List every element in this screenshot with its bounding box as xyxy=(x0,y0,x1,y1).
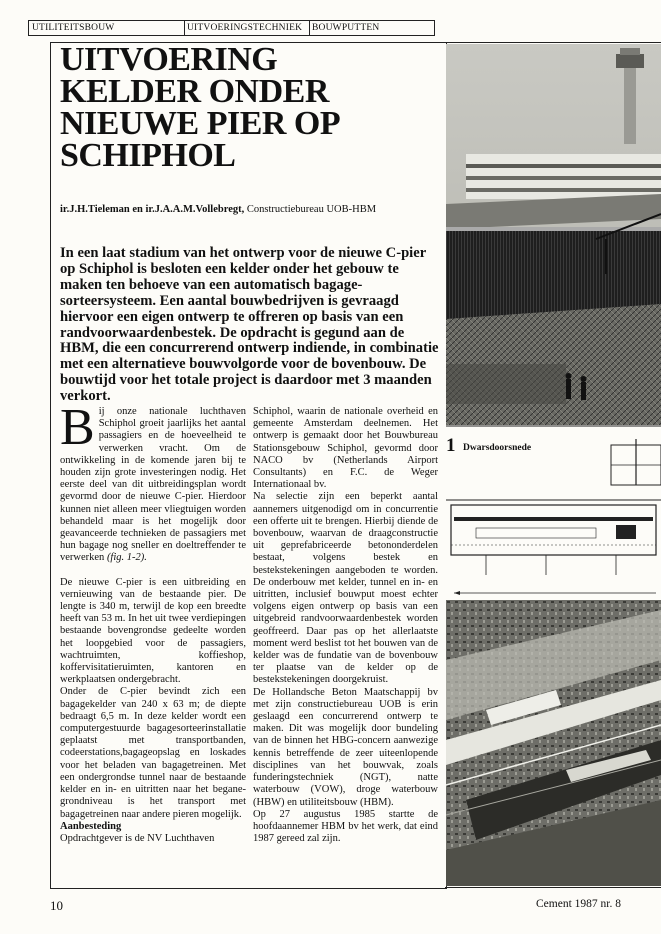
author-affiliation: Constructiebureau UOB-HBM xyxy=(244,204,377,215)
construction-photo xyxy=(446,44,661,427)
section-label-2: UITVOERINGSTECHNIEK xyxy=(184,21,302,35)
subheading: Aanbesteding xyxy=(60,820,122,832)
author-names: ir.J.H.Tieleman en ir.J.A.A.M.Vollebregt, xyxy=(60,204,245,215)
body-column-1 xyxy=(60,399,246,845)
figure-number: 1 xyxy=(446,435,456,456)
byline xyxy=(60,203,440,217)
figure-caption-text: Dwarsdoorsnede xyxy=(463,443,532,453)
paragraph: Onder de C-pier bevindt zich een bagagekelder van 240 x 63 m; de diepte bedraagt 6,5 m. In deze kelder wordt een computergestuurde bagagesorteerinstallatie geplaatst met transportbanden, codeerstations,bagageopslag en loskades voor het beladen van bagagetreinen. Met een ondergrondse tunnel naar de bestaande kelder en in- en uitritten naar het begane-grondniveau is het transport met bagagetreinen naar andere pieren mogelijk. xyxy=(60,686,246,820)
page-number: 10 xyxy=(50,898,63,913)
paragraph: Na selectie zijn een beperkt aantal aannemers uitgenodigd om in concurrentie een offerte uit te brengen. Hierbij diende de bovenbouw, waarvan de draagconstructie uit geprefabriceerde betononderdelen bestaat, volgens bestek en bestekstekeningen aangeboden te worden. De onderbouw met kelder, tunnel en in- en uitritten, inclusief bouwput moest echter volgens eigen ontwerp op basis van een uitgebreid randvoorwaardenbestek worden geoffreerd. Daar pas op het allerlaatste moment werd beslist tot het bouwen van de kelder was de fundatie van de bovenbouw ter plaatse van de kelder op de bestekstekeningen doorgekruist. xyxy=(253,491,438,686)
section-label-1: UTILITEITSBOUW xyxy=(32,23,115,33)
aerial-photo-image xyxy=(446,600,661,886)
paragraph: Schiphol, waarin de nationale overheid en gemeente Amsterdam deelnemen. Het ontwerp is gemaakt door het Bouwbureau Stationsgebouw Schiphol, gevormd door NACO bv (Netherlands Airport Consultants) en F.C. de Weger Internationaal bv. xyxy=(253,406,438,491)
figure-caption xyxy=(446,437,656,457)
figure-reference: (fig. 1-2). xyxy=(106,552,147,564)
title-line-2: KELDER ONDER xyxy=(60,73,329,110)
title-line-1: UITVOERING xyxy=(60,41,278,78)
title-line-3: NIEUWE PIER OP xyxy=(60,105,341,142)
body-column-2 xyxy=(253,406,438,845)
section-label-3: BOUWPUTTEN xyxy=(309,21,379,35)
lead-paragraph: In een laat stadium van het ontwerp voor de nieuwe C-pier op Schiphol is besloten een kelder onder het gebouw te maken ten behoeve van een automatisch bagage-sorteersysteem. Een aantal bouwbedrijven is gevraagd hiervoor een eigen ontwerp te offreren op basis van een randvoorwaardenbestek. De opdracht is gegund aan de HBM, die een concurrerend ontwerp indiende, in combinatie met een alternatieve bouwvolgorde voor de bovenbouw. De bouwtijd voor het totale project is daardoor met 3 maanden verkort. xyxy=(60,245,439,405)
paragraph: Op 27 augustus 1985 startte de hoofdaannemer HBM bv het werk, dat eind 1987 gereed zal zijn. xyxy=(253,808,438,845)
paragraph: De Hollandsche Beton Maatschappij bv met zijn constructiebureau UOB is erin geslaagd een concurrerend ontwerp te maken. Dit was mogelijk door bundeling van de binnen het HBG-concern aanwezige kennis betreffende de zeer uiteenlopende disciplines van het bouwvak, zoals funderingstechniek (NGT), natte waterbouw (VOW), droge waterbouw (HBW) en utiliteitsbouw (HBM). xyxy=(253,686,438,808)
journal-citation: Cement 1987 nr. 8 xyxy=(536,898,621,910)
paragraph: Opdrachtgever is de NV Luchthaven xyxy=(60,832,215,844)
construction-photo-image xyxy=(446,44,661,427)
paragraph: De nieuwe C-pier is een uitbreiding en vernieuwing van de bestaande pier. De lengte is 340 m, terwijl de kop een breedte heeft van 53 m. In het uit twee verdiepingen bestaande bovengrondse gedeelte worden het loopgebied voor de passagiers, wachtruimten, koffieshop, koffervisitatieruimten, kantoren en werkplaatsen ondergebracht. xyxy=(60,576,246,686)
title-line-4: SCHIPHOL xyxy=(60,137,236,174)
drop-cap: B xyxy=(60,399,95,456)
paragraph xyxy=(60,399,246,565)
article-title xyxy=(60,41,435,174)
frame-bottom-rule xyxy=(445,887,661,888)
aerial-photo xyxy=(446,600,661,886)
section-header-bar xyxy=(28,20,435,36)
frame-top-rule xyxy=(445,42,661,43)
paragraph-text: ij onze nationale luchthaven Schiphol groeit jaarlijks het aantal passagiers en de hoeveelheid te verwerken vracht. Om de ontwikkeling in de komende jaren bij te houden zijn grote investeringen nodig. Het eerste deel van dit uitbreidingsplan wordt gevormd door de nieuwe C-pier. Hierdoor kunnen niet alleen meer vliegtuigen worden behandeld maar is het mogelijk door geavanceerde technieken de passagiers met hun bagage nog sneller en doeltreffender te verwerken xyxy=(60,406,246,564)
